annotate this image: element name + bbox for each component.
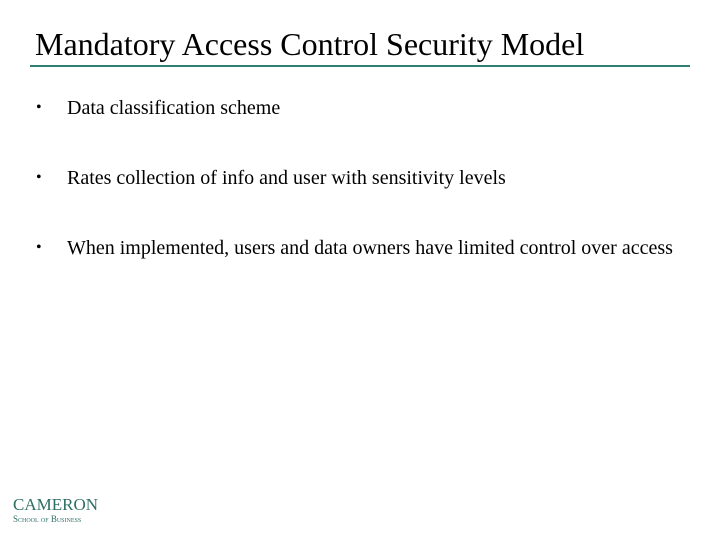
bullet-text: Rates collection of info and user with sensitivity levels <box>67 167 506 189</box>
bullet-icon: • <box>36 169 42 186</box>
cameron-logo <box>13 496 103 530</box>
logo-subtitle: School of Business <box>13 514 82 524</box>
bullet-text: Data classification scheme <box>67 97 281 119</box>
bullet-item <box>36 236 696 260</box>
title-underline <box>30 65 690 67</box>
bullet-item <box>36 166 696 190</box>
logo-name: CAMERON <box>13 495 99 514</box>
bullet-list <box>36 96 696 306</box>
slide-title: Mandatory Access Control Security Model <box>35 26 585 62</box>
bullet-text: When implemented, users and data owners have limited control over access <box>67 237 673 259</box>
bullet-item <box>36 96 696 120</box>
bullet-icon: • <box>36 239 42 256</box>
bullet-icon: • <box>36 99 42 116</box>
